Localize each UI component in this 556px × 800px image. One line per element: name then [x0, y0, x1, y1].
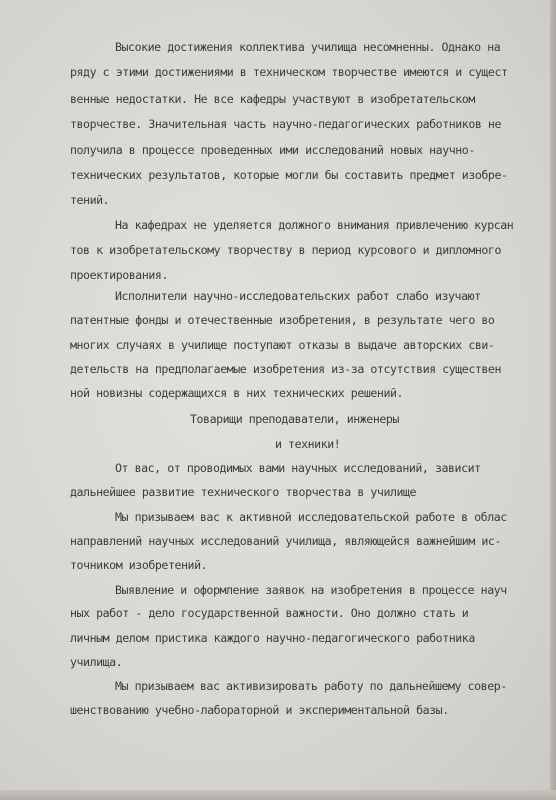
text-line: Мы призываем вас к активной исследовательской работе в облас: [115, 510, 507, 524]
text-line: ных работ - дело государственной важности. Оно должно стать и: [70, 606, 469, 620]
text-line: дальнейшее развитие технического творчества в училище: [70, 485, 417, 499]
text-line: детельств на предполагаемые изобретения из-за отсутствия существен: [70, 362, 501, 376]
text-line: патентные фонды и отечественные изобретения, в результате чего во: [70, 313, 495, 327]
text-line: личным делом пристика каждого научно-педагогического работника: [70, 631, 475, 645]
text-line: тов к изобретательскому творчеству в период курсового и дипломного: [70, 243, 501, 257]
text-line: От вас, от проводимых вами научных исследований, зависит: [115, 461, 481, 475]
text-line: ряду с этими достижениями в техническом творчестве имеются и сущест: [70, 65, 508, 79]
text-line: творчестве. Значительная часть научно-педагогических работников не: [70, 117, 501, 131]
text-line: Исполнители научно-исследовательских работ слабо изучают: [115, 289, 481, 303]
text-line: На кафедрах не уделяется должного внимания привлечению курсан: [115, 218, 514, 232]
text-line: точником изобретений.: [70, 558, 208, 572]
text-line: венные недостатки. Не все кафедры участвуют в изобретательском: [70, 92, 475, 106]
text-line: Мы призываем вас активизировать работу по дальнейшему совер-: [115, 679, 507, 693]
text-line: Высокие достижения коллектива училища несомненны. Однако на: [115, 40, 501, 54]
text-line: получила в процессе проведенных ими исследований новых научно-: [70, 143, 475, 157]
text-line: училища.: [70, 655, 123, 669]
text-line: тений.: [70, 193, 110, 207]
text-line: ной новизны содержащихся в них технических решений.: [70, 386, 404, 400]
text-line: шенствованию учебно-лабораторной и экспериментальной базы.: [70, 703, 449, 717]
appeal-heading-line: Товарищи преподаватели, инженеры: [190, 412, 399, 426]
text-line: проектирования.: [70, 268, 168, 282]
text-line: технических результатов, которые могли бы составить предмет изобре-: [70, 168, 508, 182]
appeal-heading-line: и техники!: [275, 437, 341, 451]
page-bottom-shadow: [0, 790, 556, 800]
text-line: направлений научных исследований училища, являющейся важнейшим ис-: [70, 534, 501, 548]
text-line: Выявление и оформление заявок на изобретения в процессе науч: [115, 583, 507, 597]
page-edge-shadow: [550, 0, 556, 800]
text-line: многих случаях в училище поступают отказы в выдаче авторских сви-: [70, 338, 495, 352]
